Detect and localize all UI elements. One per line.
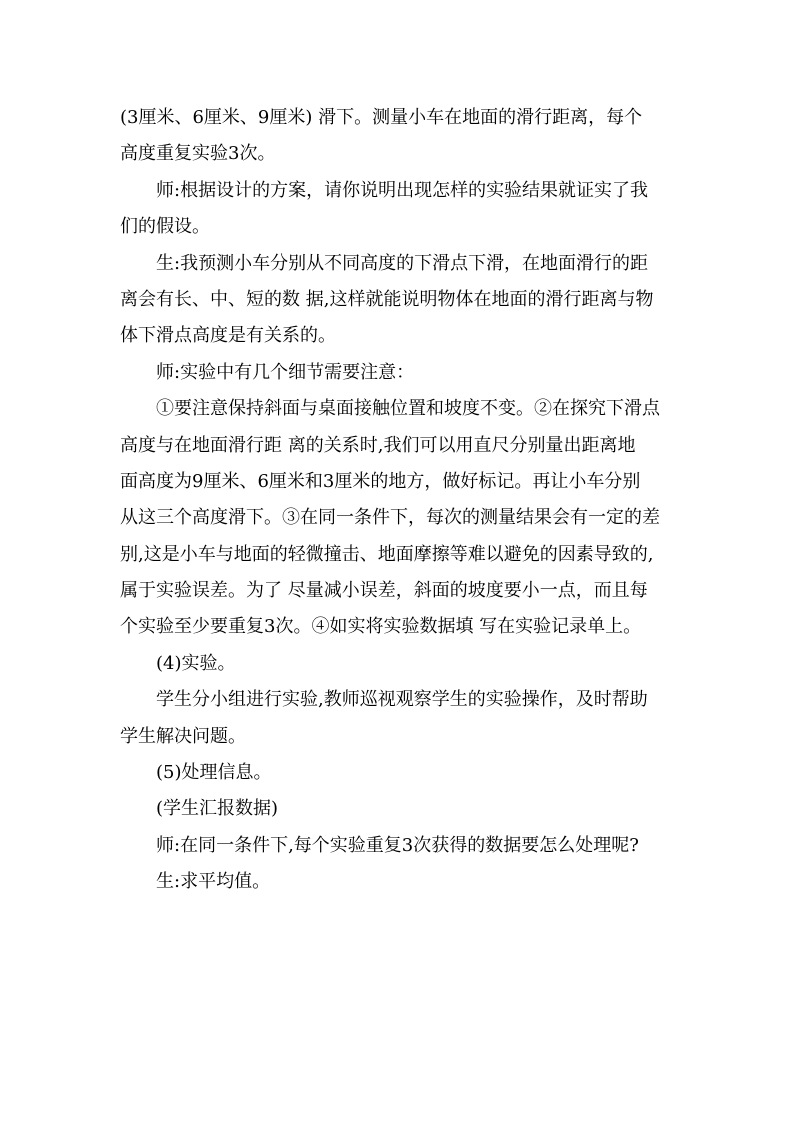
text-line-8: 师:实验中有几个细节需要注意： [156,361,415,383]
text-line-4: 们的假设。 [120,216,210,238]
text-line-5: 生:我预测小车分别从不同高度的下滑点下滑，在地面滑行的距 [156,252,649,274]
text-line-15: 个实验至少要重复3次。④如实将实验数据填 写在实验记录单上。 [120,616,642,638]
text-line-20: (学生汇报数据) [156,798,279,820]
document-body [120,100,680,901]
text-line-1: (3厘米、6厘米、9厘米) 滑下。测量小车在地面的滑行距离，每个 [120,107,643,128]
text-line-7: 体下滑点高度是有关系的。 [120,325,336,347]
text-line-9: ①要注意保持斜面与桌面接触位置和坡度不变。②在探究下滑点 [156,398,660,420]
text-line-19: (5)处理信息。 [156,762,272,784]
text-line-10: 高度与在地面滑行距 离的关系时,我们可以用直尺分别量出距离地 [120,434,636,456]
text-line-14: 属于实验误差。为了 尽量减小误差，斜面的坡度要小一点，而且每 [120,580,648,602]
text-line-3: 师:根据设计的方案，请你说明出现怎样的实验结果就证实了我 [156,179,649,201]
text-line-13: 别,这是小车与地面的轻微撞击、地面摩擦等难以避免的因素导致的, [120,543,654,565]
text-line-21: 师:在同一条件下,每个实验重复3次获得的数据要怎么处理呢? [156,834,639,856]
text-line-16: (4)实验。 [156,652,236,674]
text-line-18: 学生解决问题。 [120,725,246,747]
text-line-11: 面高度为9厘米、6厘米和3厘米的地方，做好标记。再让小车分别 [120,470,641,492]
text-line-12: 从这三个高度滑下。③在同一条件下，每次的测量结果会有一定的差 [120,507,660,529]
text-line-22: 生:求平均值。 [156,871,271,893]
text-line-6: 离会有长、中、短的数 据,这样就能说明物体在地面的滑行距离与物 [120,288,654,310]
text-line-2: 高度重复实验3次。 [120,143,276,165]
text-line-17: 学生分小组进行实验,教师巡视观察学生的实验操作，及时帮助 [156,689,648,711]
